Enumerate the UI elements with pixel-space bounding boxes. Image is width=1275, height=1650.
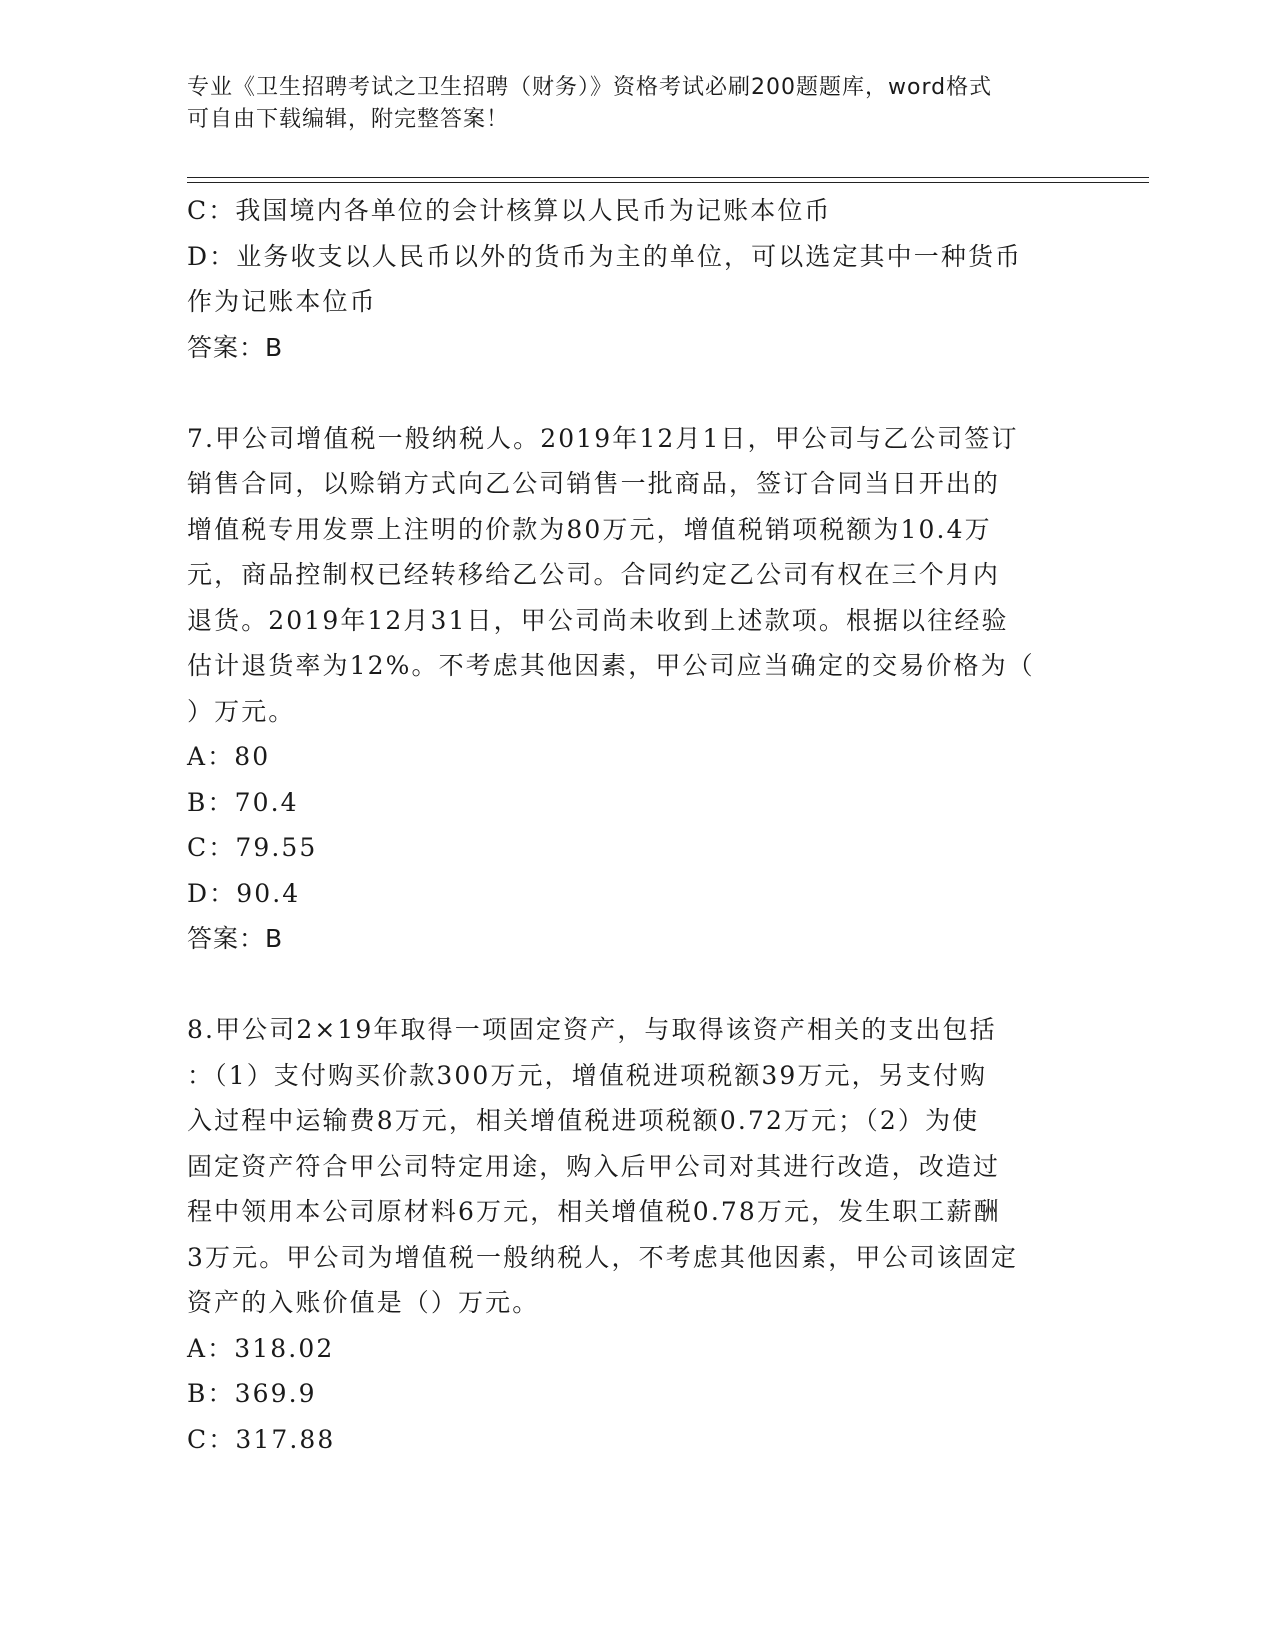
- spacer: [187, 962, 1092, 1008]
- option-b: B：369.9: [187, 1379, 317, 1408]
- answer: 答案：B: [187, 332, 284, 362]
- option-d-line-2: 作为记账本位币: [187, 287, 377, 316]
- question-6-tail: [187, 188, 1092, 370]
- question-text-line: 固定资产符合甲公司特定用途，购入后甲公司对其进行改造，改造过: [187, 1151, 1001, 1181]
- question-8: [187, 1007, 1092, 1462]
- question-text-line: 程中领用本公司原材料6万元，相关增值税0.78万元，发生职工薪酬: [187, 1197, 1001, 1226]
- header-divider-top: [187, 177, 1149, 178]
- header-title-line-2: 可自由下载编辑，附完整答案！: [187, 107, 510, 132]
- question-text-line: 元，商品控制权已经转移给乙公司。合同约定乙公司有权在三个月内: [187, 560, 1001, 589]
- question-text-line: 估计退货率为12%。不考虑其他因素，甲公司应当确定的交易价格为（: [187, 651, 1035, 680]
- option-c: C：317.88: [187, 1424, 336, 1454]
- question-text-line: 7.甲公司增值税一般纳税人。2019年12月1日，甲公司与乙公司签订: [187, 423, 1019, 453]
- question-text-line: 销售合同，以赊销方式向乙公司销售一批商品，签订合同当日开出的: [187, 469, 1001, 498]
- question-text-line: ）万元。: [187, 696, 296, 726]
- option-c: C：我国境内各单位的会计核算以人民币为记账本位币: [187, 196, 832, 225]
- option-a: A：318.02: [187, 1333, 335, 1363]
- question-text-line: ：（1）支付购买价款300万元，增值税进项税额39万元，另支付购: [187, 1060, 988, 1090]
- document-header: [187, 72, 1077, 136]
- question-text-line: 入过程中运输费8万元，相关增值税进项税额0.72万元；（2）为使: [187, 1106, 980, 1135]
- question-text-line: 退货。2019年12月31日，甲公司尚未收到上述款项。根据以往经验: [187, 605, 1009, 635]
- question-text-line: 8.甲公司2×19年取得一项固定资产，与取得该资产相关的支出包括: [187, 1015, 997, 1044]
- option-a: A：80: [187, 742, 271, 771]
- header-title-line-1: 专业《卫生招聘考试之卫生招聘（财务）》资格考试必刷200题题库，word格式: [187, 75, 993, 100]
- option-d-line-1: D：业务收支以人民币以外的货币为主的单位，可以选定其中一种货币: [187, 241, 1023, 271]
- header-divider-bottom: [187, 182, 1149, 183]
- option-b: B：70.4: [187, 787, 299, 817]
- question-text-line: 3万元。甲公司为增值税一般纳税人，不考虑其他因素，甲公司该固定: [187, 1242, 1019, 1272]
- question-7: [187, 416, 1092, 962]
- document-body: [187, 188, 1092, 1462]
- question-text-line: 资产的入账价值是（）万元。: [187, 1288, 540, 1317]
- option-d: D：90.4: [187, 878, 301, 908]
- spacer: [187, 370, 1092, 416]
- option-c: C：79.55: [187, 833, 318, 862]
- answer: 答案：B: [187, 924, 284, 953]
- question-text-line: 增值税专用发票上注明的价款为80万元，增值税销项税额为10.4万: [187, 514, 992, 544]
